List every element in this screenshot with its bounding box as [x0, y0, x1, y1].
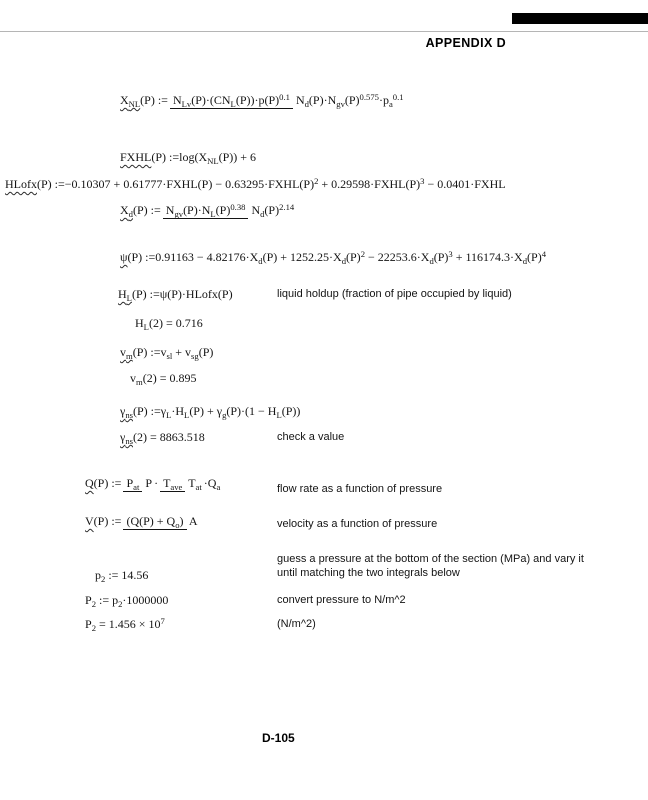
- xd-name: $X_d$: [120, 203, 133, 219]
- equation-xd: [120, 203, 296, 218]
- v-assign: (P) :=: [93, 514, 122, 528]
- hlofx-rhs: −0.10307 + 0.61777·FXHL(P) − $0.63295\cdot FXHL(P)^2$ + $0.29598\cdot FXHL(P)^3$ − 0.0401·FXHL: [64, 175, 506, 191]
- fxhl-rhs: $\log(X_{NL}(P)) + 6$: [179, 150, 257, 166]
- p2-convert-value: $P_2$ := $p_2\cdot 1000000$: [85, 593, 169, 609]
- gns-value: (2) = 8863.518: [132, 430, 205, 444]
- xnl-fraction: [170, 93, 404, 108]
- equation-vm-def: [120, 345, 213, 360]
- psi-name: ψ: [120, 250, 128, 264]
- equation-q-def: [85, 476, 220, 491]
- equation-psi: [120, 250, 546, 265]
- p2-guess-annotation: guess a pressure at the bottom of the section (MPa) and vary it until matching the two integrals below: [277, 553, 584, 579]
- q-tail: $\cdot Q_a$: [203, 476, 221, 492]
- equation-hl-value: [135, 316, 203, 331]
- hl-rhs: ψ(P)·HLofx(P): [159, 287, 233, 301]
- q-name: Q: [85, 476, 94, 490]
- q-frac2-denominator: $T_{at}$: [188, 476, 202, 492]
- p2-value: $P_2 = 1.456 \times 10^7$: [85, 615, 165, 633]
- hl-annotation: liquid holdup (fraction of pipe occupied by liquid): [277, 288, 512, 300]
- psi-assign: (P) :=: [127, 250, 156, 264]
- xd-fraction: [163, 203, 294, 218]
- gns-assign: (P) :=: [132, 404, 161, 418]
- equation-fxhl: [120, 150, 256, 165]
- xnl-name: $X_{NL}$: [120, 93, 141, 109]
- p2-convert-annotation: convert pressure to N/m^2: [277, 594, 406, 606]
- v-fraction: [123, 514, 197, 529]
- q-frac2-numerator: $T_{ave}$: [160, 476, 185, 492]
- hl-name: $H_L$: [118, 287, 132, 303]
- equation-p2-guess: [95, 568, 148, 583]
- appendix-heading: APPENDIX D: [425, 36, 506, 50]
- corner-binding-mark: [512, 13, 648, 24]
- q-fraction-pressure: [123, 476, 152, 491]
- equation-gns-value: [120, 430, 205, 445]
- q-frac1-numerator: $P_{at}$: [123, 476, 142, 492]
- equation-xnl: [120, 93, 406, 108]
- v-annotation: velocity as a function of pressure: [277, 518, 438, 530]
- q-fraction-temperature: [160, 476, 202, 491]
- gns-rhs: $\gamma_L\cdot H_L(P) + \gamma_g(P)\cdot(1 - H_L(P))$: [160, 404, 301, 420]
- q-frac1-denominator: P: [145, 476, 153, 490]
- xd-numerator: $N_{gv}(P)\cdot N_L(P)^{0.38}$: [163, 203, 249, 219]
- fxhl-name: FXHL: [120, 150, 152, 164]
- v-denominator: A: [188, 514, 198, 528]
- fxhl-assign: (P) :=: [151, 150, 180, 164]
- hl-value: $H_L(2) = 0.716$: [135, 316, 203, 332]
- v-name: V: [85, 514, 94, 528]
- gns-name: $\gamma_{ns}$: [120, 404, 133, 420]
- equation-gns-def: [120, 404, 300, 419]
- vm-value: $v_m(2) = 0.895$: [130, 371, 197, 387]
- xnl-numerator: $N_{Lv}(P)\cdot(CN_L(P))\cdot p(P)^{0.1}$: [170, 93, 293, 109]
- equation-vm-value: [130, 371, 196, 386]
- page-number: D-105: [262, 731, 295, 745]
- gns-value-name: $\gamma_{ns}$: [120, 430, 133, 446]
- header-rule: [0, 31, 648, 32]
- vm-name: $v_m$: [120, 345, 133, 361]
- psi-rhs: $0.91163 - 4.82176\cdot X_d(P) + 1252.25\cdot X_d(P)^2 - 22253.6\cdot X_d(P)^3 + 116174.3\cdot X_d(P)^4$: [155, 248, 547, 266]
- vm-rhs: $v_{sl} + v_{sg}(P)$: [160, 345, 214, 361]
- hlofx-assign: (P) :=: [37, 177, 65, 191]
- xnl-denominator: $N_d(P)\cdot N_{gv}(P)^{0.575}\cdot p_a^{0.1}$: [295, 91, 404, 109]
- equation-hlofx: [5, 177, 506, 192]
- xnl-assign: (P) :=: [140, 93, 168, 107]
- equation-p2-value: [85, 617, 165, 632]
- q-annotation: flow rate as a function of pressure: [277, 483, 443, 495]
- p2-value-annotation: (N/m^2): [277, 618, 316, 630]
- vm-assign: (P) :=: [132, 345, 161, 359]
- hl-assign: (P) :=: [131, 287, 160, 301]
- equation-v-def: [85, 514, 200, 529]
- gns-annotation: check a value: [277, 431, 345, 443]
- q-assign: (P) :=: [93, 476, 122, 490]
- xd-denominator: $N_d(P)^{2.14}$: [251, 201, 295, 219]
- q-dot: ·: [154, 476, 159, 490]
- v-numerator: $(Q(P) + Q_o)$: [123, 514, 186, 530]
- hlofx-name: HLofx: [5, 177, 37, 191]
- xd-assign: (P) :=: [132, 203, 161, 217]
- p2-guess-value: $p_2$ := 14.56: [95, 568, 149, 584]
- equation-hl-def: [118, 287, 233, 302]
- equation-p2-convert: [85, 593, 168, 608]
